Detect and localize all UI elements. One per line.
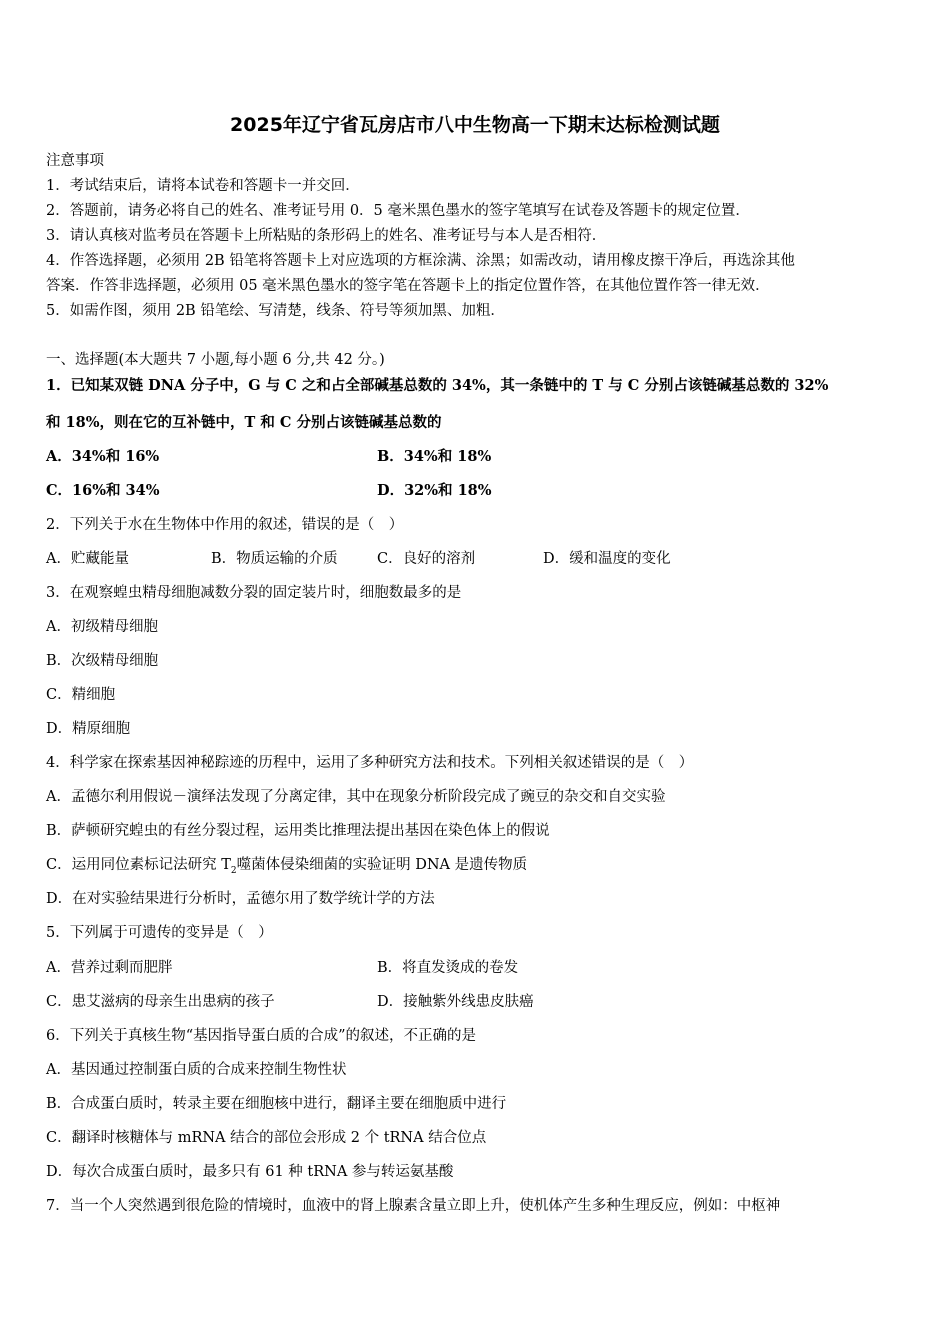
q3-option-a: A．初级精母细胞 (46, 619, 158, 635)
q4-option-d: D．在对实验结果进行分析时，孟德尔用了数学统计学的方法 (46, 891, 435, 907)
q4-option-a: A．孟德尔利用假说－演绎法发现了分离定律，其中在现象分析阶段完成了豌豆的杂交和自交实验 (46, 789, 666, 805)
notice-heading: 注意事项 (46, 153, 104, 169)
question-5-stem: 5．下列属于可遗传的变异是（ ） (46, 925, 273, 941)
q4-option-c-text: C．运用同位素标记法研究 T (46, 857, 231, 873)
notice-item: 2．答题前，请务必将自己的姓名、准考证号用 0．5 毫米黑色墨水的签字笔填写在试卷及答题卡的规定位置． (46, 203, 750, 219)
q1-option-c: C．16%和 34% (46, 482, 160, 499)
q3-option-c: C．精细胞 (46, 687, 116, 703)
q6-option-c: C．翻译时核糖体与 mRNA 结合的部位会形成 2 个 tRNA 结合位点 (46, 1130, 487, 1146)
q4-option-b: B．萨顿研究蝗虫的有丝分裂过程，运用类比推理法提出基因在染色体上的假说 (46, 823, 550, 839)
q2-option-d: D．缓和温度的变化 (543, 551, 671, 567)
q3-option-b: B．次级精母细胞 (46, 653, 159, 669)
q6-option-b: B．合成蛋白质时，转录主要在细胞核中进行，翻译主要在细胞质中进行 (46, 1096, 507, 1112)
notice-item: 1．考试结束后，请将本试卷和答题卡一并交回． (46, 178, 360, 194)
notice-item: 5．如需作图，须用 2B 铅笔绘、写清楚，线条、符号等须加黑、加粗． (46, 303, 505, 319)
question-2-stem: 2．下列关于水在生物体中作用的叙述，错误的是（ ） (46, 517, 404, 533)
q3-option-d: D．精原细胞 (46, 721, 131, 737)
q6-option-a: A．基因通过控制蛋白质的合成来控制生物性状 (46, 1062, 347, 1078)
q1-option-b: B．34%和 18% (377, 448, 492, 465)
q5-option-d: D．接触紫外线患皮肤癌 (377, 994, 534, 1010)
q4-option-c-subscript: 2 (230, 865, 237, 876)
question-1-stem-cont: 和 18%，则在它的互补链中，T 和 C 分别占该链碱基总数的 (46, 414, 442, 431)
q5-option-b: B．将直发烫成的卷发 (377, 960, 519, 976)
question-6-stem: 6．下列关于真核生物“基因指导蛋白质的合成”的叙述，不正确的是 (46, 1028, 477, 1044)
section-heading: 一、选择题(本大题共 7 小题,每小题 6 分,共 42 分。) (46, 352, 385, 368)
notice-item: 答案．作答非选择题，必须用 05 毫米黑色墨水的签字笔在答题卡上的指定位置作答，在其他位置作答一律无效． (46, 278, 770, 294)
q1-option-a: A．34%和 16% (46, 448, 160, 465)
q5-option-a: A．营养过剩而肥胖 (46, 960, 173, 976)
q2-option-c: C．良好的溶剂 (377, 551, 476, 567)
question-7-stem: 7．当一个人突然遇到很危险的情境时，血液中的肾上腺素含量立即上升，使机体产生多种生理反应，例如：中枢神 (46, 1198, 781, 1214)
q2-option-a: A．贮藏能量 (46, 551, 129, 567)
q2-option-b: B．物质运输的介质 (211, 551, 338, 567)
page-title: 2025年辽宁省瓦房店市八中生物高一下期末达标检测试题 (230, 114, 720, 136)
q4-option-c (46, 855, 527, 881)
q6-option-d: D．每次合成蛋白质时，最多只有 61 种 tRNA 参与转运氨基酸 (46, 1164, 454, 1180)
question-3-stem: 3．在观察蝗虫精母细胞减数分裂的固定装片时，细胞数最多的是 (46, 585, 462, 601)
question-4-stem: 4．科学家在探索基因神秘踪迹的历程中，运用了多种研究方法和技术。下列相关叙述错误的是（ ） (46, 755, 694, 771)
notice-item: 4．作答选择题，必须用 2B 铅笔将答题卡上对应选项的方框涂满、涂黑；如需改动，请用橡皮擦干净后，再选涂其他 (46, 253, 795, 269)
notice-item: 3．请认真核对监考员在答题卡上所粘贴的条形码上的姓名、准考证号与本人是否相符． (46, 228, 607, 244)
q5-option-c: C．患艾滋病的母亲生出患病的孩子 (46, 994, 275, 1010)
q1-option-d: D．32%和 18% (377, 482, 492, 499)
question-1-stem: 1．已知某双链 DNA 分子中，G 与 C 之和占全部碱基总数的 34%，其一条链中的 T 与 C 分别占该链碱基总数的 32% (46, 377, 829, 394)
q4-option-c-text-cont: 噬菌体侵染细菌的实验证明 DNA 是遗传物质 (236, 857, 528, 873)
